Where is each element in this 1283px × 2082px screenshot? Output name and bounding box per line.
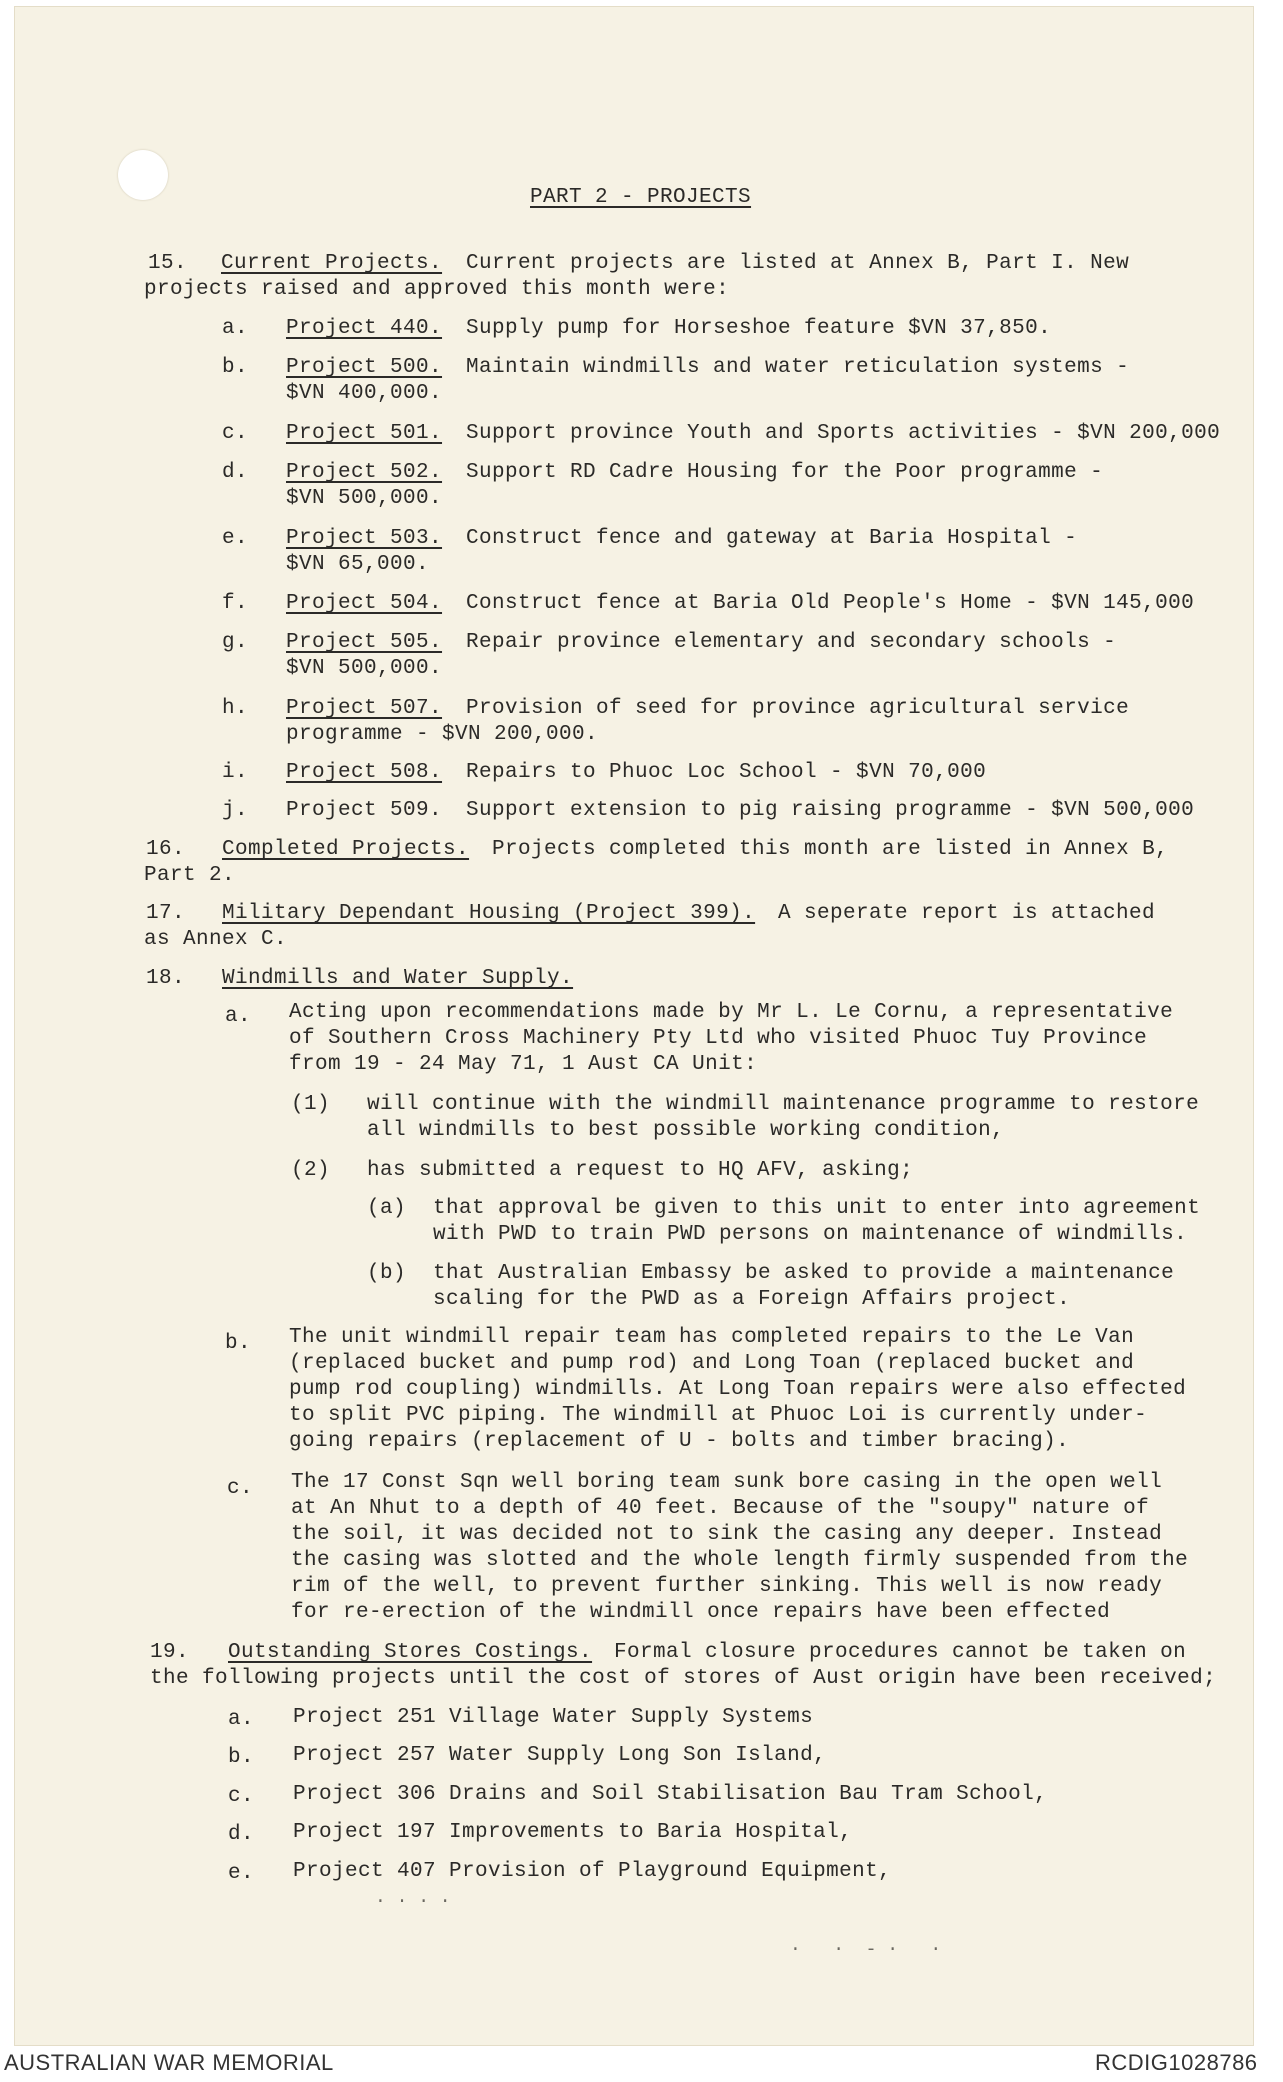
list-letter: f.	[222, 592, 249, 615]
sub-item-number: (a)	[367, 1197, 407, 1220]
project-label: Project 503.	[286, 527, 443, 550]
paragraph-line: the soil, it was decided not to sink the casing any deeper. Instead	[291, 1523, 1163, 1546]
section-16-title: Completed Projects.	[222, 838, 470, 861]
list-letter: d.	[222, 461, 249, 484]
list-item: Project 306 Drains and Soil Stabilisation Bau Tram School,	[293, 1783, 1048, 1806]
section-17-text: A seperate report is attached	[778, 902, 1156, 925]
page-heading: PART 2 - PROJECTS	[530, 186, 752, 209]
paragraph-line: pump rod coupling) windmills. At Long Toan repairs were also effected	[289, 1378, 1187, 1401]
project-label: Project 507.	[286, 697, 443, 720]
paragraph-line: will continue with the windmill maintenance programme to restore	[367, 1093, 1200, 1116]
project-description: Support province Youth and Sports activities - $VN 200,000	[466, 422, 1221, 445]
section-19-text: Formal closure procedures cannot be taken on	[614, 1641, 1187, 1664]
paragraph-line: (replaced bucket and pump rod) and Long Toan (replaced bucket and	[289, 1352, 1135, 1375]
section-19-text: the following projects until the cost of stores of Aust origin have been received;	[150, 1667, 1217, 1690]
paragraph-line: for re-erection of the windmill once repairs have been effected	[291, 1601, 1111, 1624]
section-16-text: Part 2.	[144, 864, 236, 887]
paragraph-line: with PWD to train PWD persons on maintenance of windmills.	[433, 1223, 1188, 1246]
footer-record-id: RCDIG1028786	[1095, 2050, 1258, 2075]
project-label: Project 504.	[286, 592, 443, 615]
paragraph-line: rim of the well, to prevent further sinking. This well is now ready	[291, 1575, 1163, 1598]
list-letter: a.	[225, 1005, 252, 1028]
list-item: Project 197 Improvements to Baria Hospital,	[293, 1821, 853, 1844]
paragraph-line: The 17 Const Sqn well boring team sunk bore casing in the open well	[291, 1471, 1163, 1494]
sub-item-number: (2)	[291, 1159, 331, 1182]
project-description: programme - $VN 200,000.	[286, 723, 599, 746]
list-letter: c.	[227, 1477, 254, 1500]
section-15-text: Current projects are listed at Annex B, Part I. New	[466, 252, 1130, 275]
list-letter: g.	[222, 631, 249, 654]
list-letter: c.	[222, 422, 249, 445]
project-description: Repair province elementary and secondary schools -	[466, 631, 1117, 654]
paragraph-line: that Australian Embassy be asked to provide a maintenance	[433, 1262, 1175, 1285]
project-description: Supply pump for Horseshoe feature $VN 37,850.	[466, 317, 1052, 340]
project-description: Provision of seed for province agricultural service	[466, 697, 1130, 720]
project-description: Support extension to pig raising programme - $VN 500,000	[466, 799, 1195, 822]
list-item: Project 407 Provision of Playground Equipment,	[293, 1860, 892, 1883]
list-letter: h.	[222, 697, 249, 720]
project-description: Repairs to Phuoc Loc School - $VN 70,000	[466, 761, 987, 784]
list-letter: i.	[222, 761, 249, 784]
project-description: $VN 500,000.	[286, 487, 443, 510]
section-18-title: Windmills and Water Supply.	[222, 967, 574, 990]
project-label: Project 501.	[286, 422, 443, 445]
project-description: $VN 500,000.	[286, 657, 443, 680]
list-letter: j.	[222, 799, 249, 822]
footer-archive-name: AUSTRALIAN WAR MEMORIAL	[4, 2050, 334, 2075]
paragraph-line: from 19 - 24 May 71, 1 Aust CA Unit:	[289, 1053, 758, 1076]
paragraph-line: going repairs (replacement of U - bolts and timber bracing).	[289, 1430, 1070, 1453]
project-description: Construct fence at Baria Old People's Home - $VN 145,000	[466, 592, 1195, 615]
section-16-text: Projects completed this month are listed in Annex B,	[492, 838, 1169, 861]
paragraph-line: the casing was slotted and the whole length firmly suspended from the	[291, 1549, 1189, 1572]
list-letter: d.	[228, 1823, 255, 1846]
paragraph-line: at An Nhut to a depth of 40 feet. Because of the "soupy" nature of	[291, 1497, 1150, 1520]
list-item: Project 251 Village Water Supply Systems	[293, 1706, 814, 1729]
list-letter: e.	[222, 527, 249, 550]
paragraph-line: of Southern Cross Machinery Pty Ltd who visited Phuoc Tuy Province	[289, 1027, 1148, 1050]
project-label: Project 505.	[286, 631, 443, 654]
section-15-number: 15.	[148, 252, 188, 275]
project-label: Project 500.	[286, 356, 443, 379]
sub-item-number: (b)	[367, 1262, 407, 1285]
list-letter: a.	[222, 317, 249, 340]
list-letter: e.	[228, 1862, 255, 1885]
list-letter: b.	[225, 1332, 252, 1355]
section-17-title: Military Dependant Housing (Project 399).	[222, 902, 756, 925]
stray-marks: · · · ·	[375, 1892, 451, 1912]
list-letter: b.	[228, 1746, 255, 1769]
project-description: Maintain windmills and water reticulation systems -	[466, 356, 1130, 379]
project-label: Project 440.	[286, 317, 443, 340]
section-18-number: 18.	[146, 967, 186, 990]
section-19-title: Outstanding Stores Costings.	[228, 1641, 593, 1664]
section-15-title: Current Projects.	[221, 252, 443, 275]
paragraph-line: The unit windmill repair team has completed repairs to the Le Van	[289, 1326, 1135, 1349]
project-description: Construct fence and gateway at Baria Hospital -	[466, 527, 1078, 550]
project-description: $VN 65,000.	[286, 553, 430, 576]
section-15-text: projects raised and approved this month were:	[144, 278, 730, 301]
project-description: $VN 400,000.	[286, 382, 443, 405]
list-item: Project 257 Water Supply Long Son Island,	[293, 1744, 827, 1767]
section-16-number: 16.	[146, 838, 186, 861]
section-17-text: as Annex C.	[144, 928, 288, 951]
list-letter: b.	[222, 356, 249, 379]
section-19-number: 19.	[150, 1641, 190, 1664]
section-17-number: 17.	[146, 902, 186, 925]
project-description: Support RD Cadre Housing for the Poor programme -	[466, 461, 1104, 484]
paragraph-line: to split PVC piping. The windmill at Phuoc Loi is currently under-	[289, 1404, 1148, 1427]
punch-hole	[118, 150, 168, 200]
list-letter: c.	[228, 1785, 255, 1808]
paragraph-line: all windmills to best possible working condition,	[367, 1119, 1005, 1142]
paragraph-line: that approval be given to this unit to enter into agreement	[433, 1197, 1201, 1220]
sub-item-number: (1)	[291, 1093, 331, 1116]
paragraph-line: Acting upon recommendations made by Mr L. Le Cornu, a representative	[289, 1001, 1174, 1024]
project-label: Project 508.	[286, 761, 443, 784]
stray-marks: · · - · ·	[790, 1940, 942, 1960]
paragraph-line: scaling for the PWD as a Foreign Affairs project.	[433, 1288, 1071, 1311]
paragraph-line: has submitted a request to HQ AFV, asking;	[367, 1159, 914, 1182]
list-letter: a.	[228, 1708, 255, 1731]
project-label: Project 509.	[286, 799, 443, 822]
project-label: Project 502.	[286, 461, 443, 484]
